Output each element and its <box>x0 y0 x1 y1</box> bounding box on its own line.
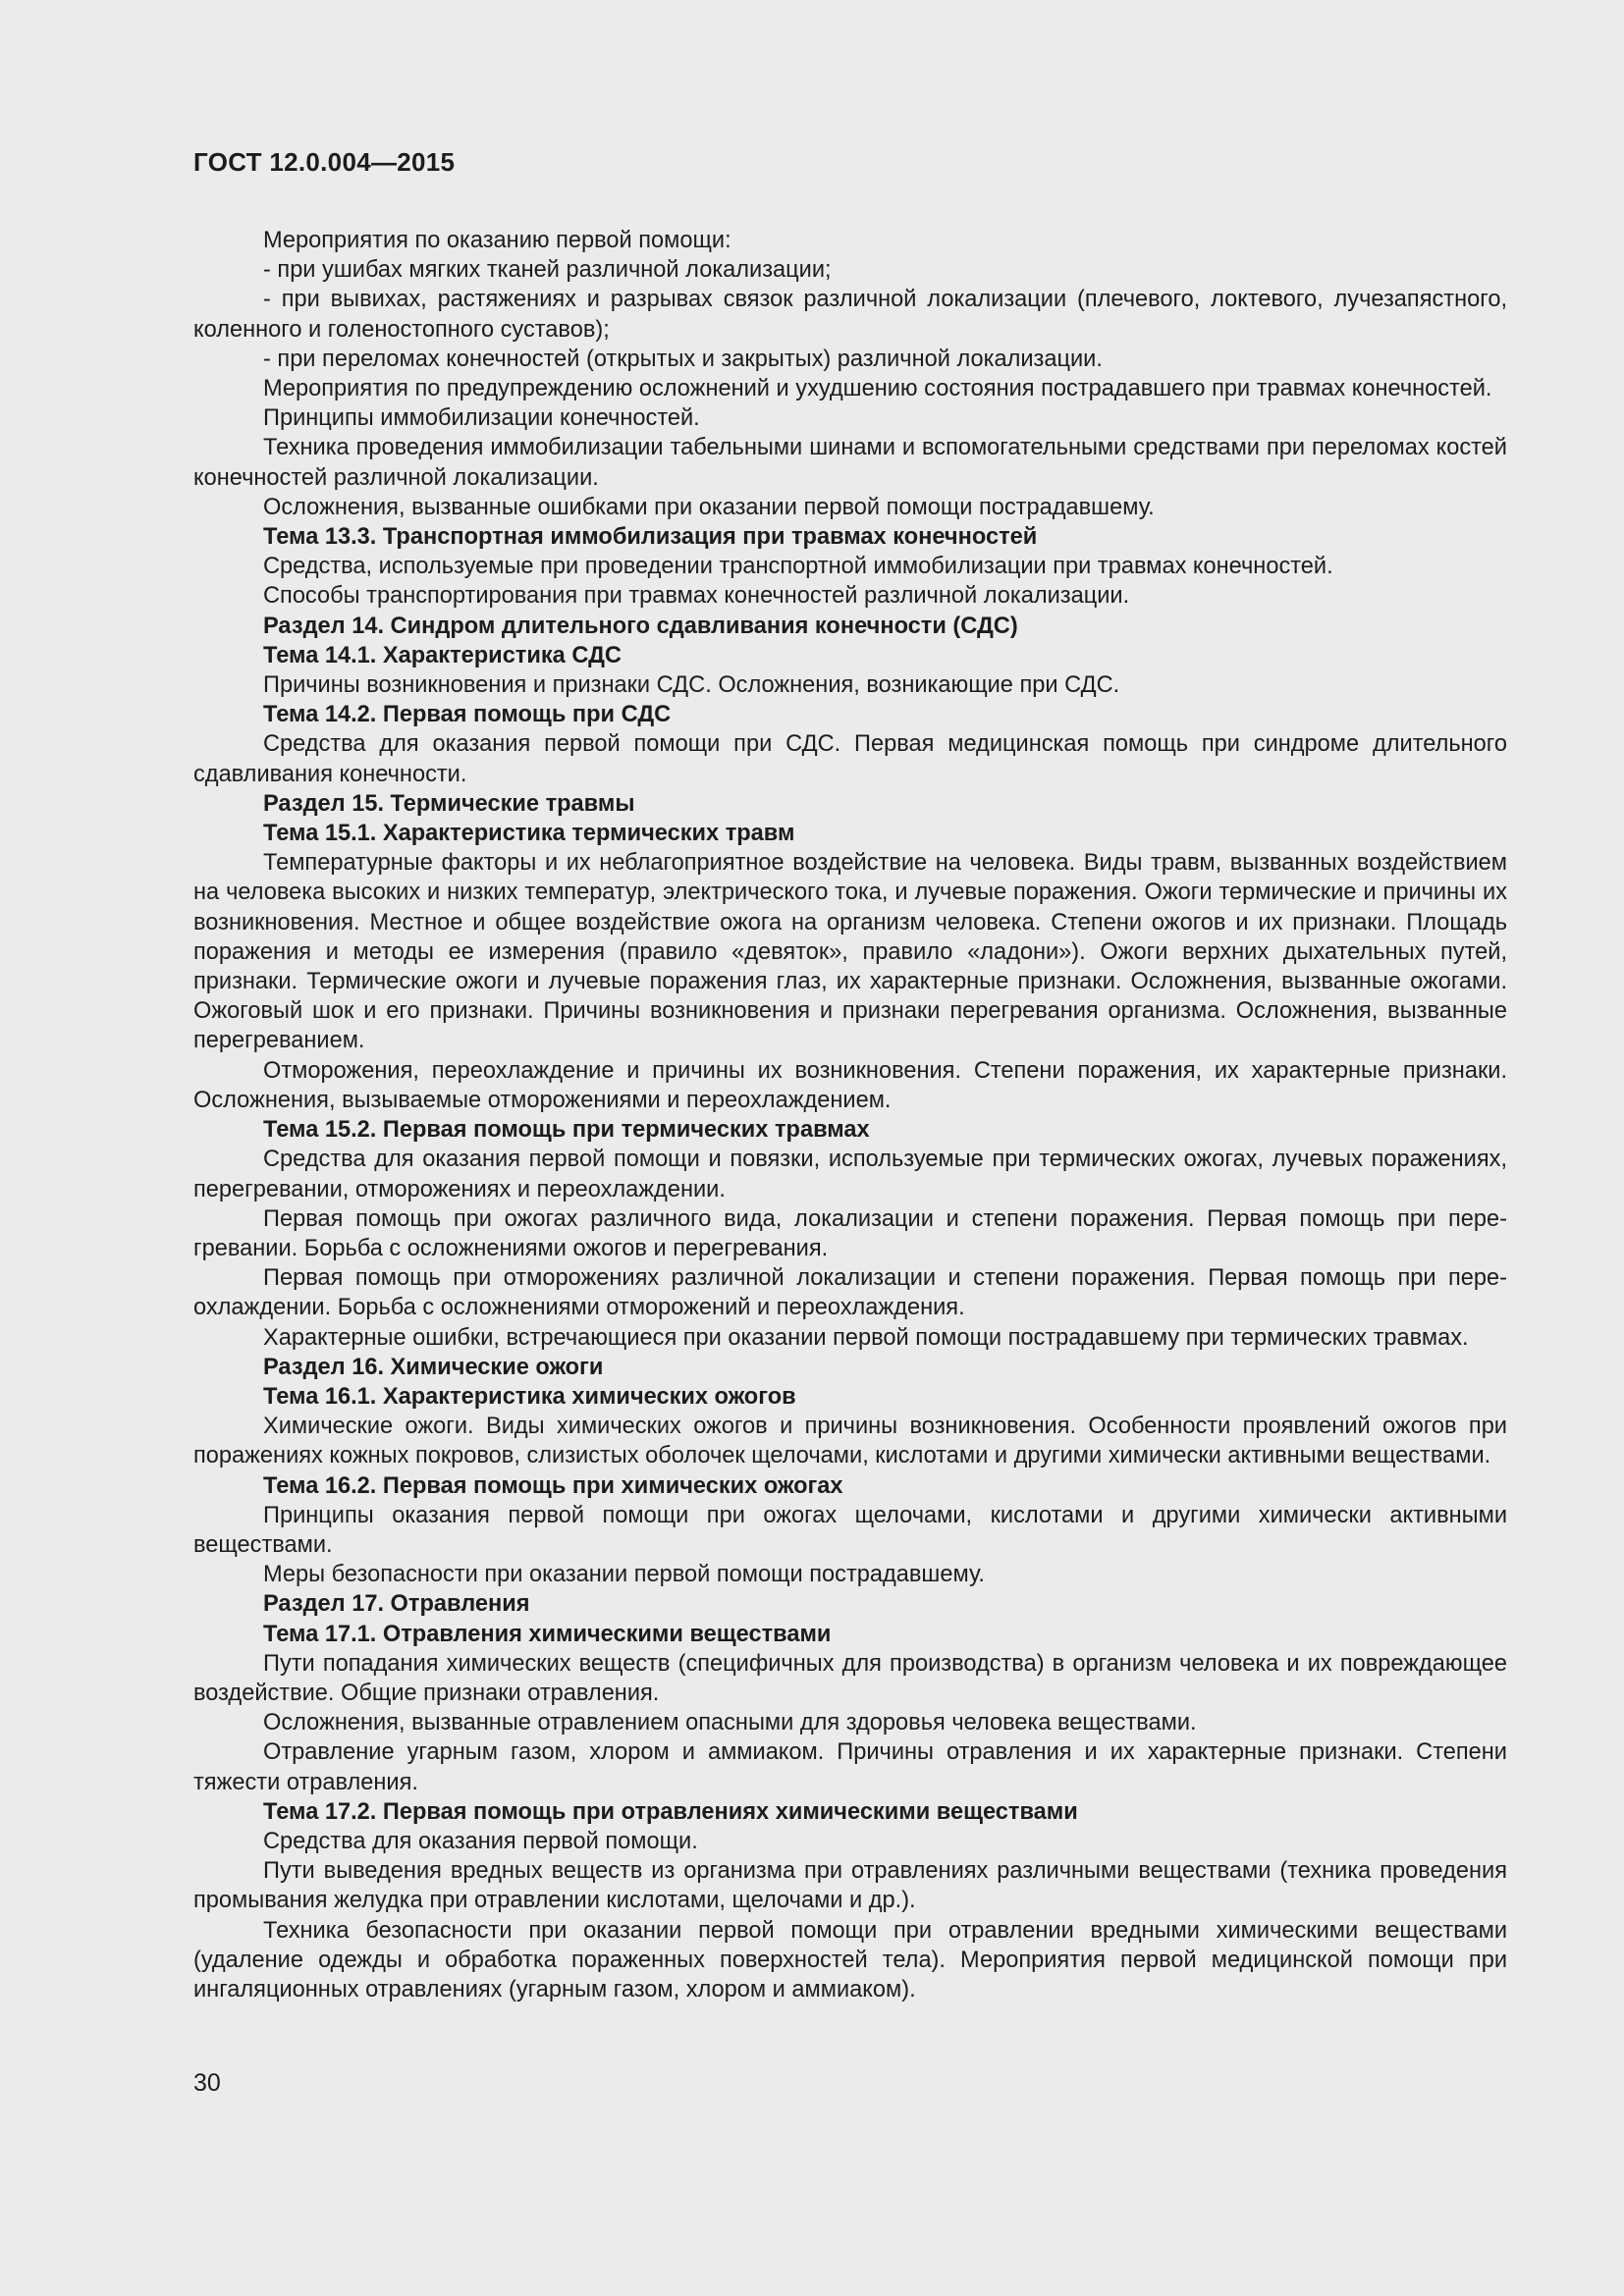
topic-heading: Тема 17.1. Отравления химическими веществами <box>263 1621 832 1647</box>
document-body <box>193 226 1507 2004</box>
list-item: - при ушибах мягких тканей различной локализации; <box>263 257 832 284</box>
paragraph: Способы транспортирования при травмах конечностей различной локализации. <box>263 583 1130 610</box>
paragraph: Принципы иммобилизации конечностей. <box>263 405 700 432</box>
list-item: - при вывихах, растяжениях и разрывах связок различной локализации (плечевого, локтевого, лучезапястного, коленного и голеностопного суставов); <box>193 287 1507 343</box>
topic-heading: Тема 16.1. Характеристика химических ожогов <box>263 1383 796 1410</box>
paragraph: Химические ожоги. Виды химических ожогов и причины возникновения. Особенности проявлений ожогов при поражениях кожных покровов, слизистых оболочек щелочами, кислотами и другими химически активными веществами. <box>193 1414 1507 1469</box>
paragraph: Меры безопасности при оказании первой помощи пострадавшему. <box>263 1562 985 1588</box>
paragraph: Характерные ошибки, встречающиеся при оказании первой помощи пострадавшему при термических травмах. <box>263 1324 1469 1351</box>
section-heading: Раздел 15. Термические травмы <box>263 790 635 817</box>
section-heading: Раздел 17. Отравления <box>263 1591 530 1618</box>
paragraph: Средства для оказания первой помощи. <box>263 1828 698 1854</box>
paragraph: Причины возникновения и признаки СДС. Осложнения, возникающие при СДС. <box>263 672 1120 699</box>
paragraph: Первая помощь при ожогах различного вида, локализации и степени поражения. Первая помощь при перегревании. Борьба с осложнениями ожогов и перегревания. <box>193 1205 1507 1261</box>
topic-heading: Тема 15.1. Характеристика термических травм <box>263 821 795 847</box>
topic-heading: Тема 14.2. Первая помощь при СДС <box>263 702 672 728</box>
paragraph: Принципы оказания первой помощи при ожогах щелочами, кислотами и другими химически активными веществами. <box>193 1502 1507 1558</box>
paragraph: Температурные факторы и их неблагоприятное воздействие на человека. Виды травм, вызванных воздействием на человека высоких и низких температур, электрического тока, и лучевые поражения. Ожоги термические и причины их возникновения. Местное и общее воздействие ожога на организм человека. Степени ожогов и их признаки. Площадь поражения и методы ее измерения (правило «девяток», правило «ладони»). Ожоги верхних дыхательных путей, признаки. Термические ожоги и лучевые поражения глаз, их характерные признаки. Осложнения, вызванные ожогами. Ожоговый шок и его признаки. Причины возникновения и признаки перегревания организма. Осложнения, вызванные перегреванием. <box>193 850 1507 1054</box>
section-heading: Раздел 16. Химические ожоги <box>263 1354 604 1380</box>
topic-heading: Тема 16.2. Первая помощь при химических ожогах <box>263 1472 843 1499</box>
page-number: 30 <box>193 2069 221 2097</box>
section-heading: Раздел 14. Синдром длительного сдавливания конечности (СДС) <box>263 613 1018 639</box>
paragraph: Техника проведения иммобилизации табельными шинами и вспомогательными средствами при переломах костей конечностей различной локализации. <box>193 435 1507 491</box>
topic-heading: Тема 13.3. Транспортная иммобилизация при травмах конечностей <box>263 524 1038 551</box>
topic-heading: Тема 14.1. Характеристика СДС <box>263 642 622 668</box>
paragraph: Первая помощь при отморожениях различной локализации и степени поражения. Первая помощь при переохлаждении. Борьба с осложнениями отморожений и переохлаждения. <box>193 1265 1507 1321</box>
paragraph: Мероприятия по оказанию первой помощи: <box>263 228 731 253</box>
topic-heading: Тема 17.2. Первая помощь при отравлениях химическими веществами <box>263 1798 1078 1825</box>
paragraph: Техника безопасности при оказании первой помощи при отравлении вредными химическими веществами (удаление одежды и обработка пораженных поверхностей тела). Мероприятия первой медицинской помощи при ингаляционных отравлениях (угарным газом, хлором и аммиаком). <box>193 1917 1507 2002</box>
paragraph: Отморожения, переохлаждение и причины их возникновения. Степени поражения, их характерные признаки. Осложнения, вызываемые отморожениями и переохлаждением. <box>193 1057 1507 1113</box>
paragraph: Пути попадания химических веществ (специфичных для производства) в организм человека и их повреждающее воздействие. Общие признаки отравления. <box>193 1650 1507 1706</box>
paragraph: Осложнения, вызванные отравлением опасными для здоровья человека веществами. <box>263 1710 1197 1736</box>
paragraph: Осложнения, вызванные ошибками при оказании первой помощи пострадавшему. <box>263 494 1155 520</box>
paragraph: Средства для оказания первой помощи при СДС. Первая медицинская помощь при синдроме длительного сдавливания конечности. <box>193 731 1507 787</box>
paragraph: Пути выведения вредных веществ из организма при отравлениях различными веществами (техника проведения промывания желудка при отравлении кислотами, щелочами и др.). <box>193 1858 1507 1914</box>
paragraph: Средства для оказания первой помощи и повязки, используемые при термических ожогах, лучевых поражениях, перегревании, отморожениях и переохлаждении. <box>193 1147 1507 1202</box>
paragraph: Средства, используемые при проведении транспортной иммобилизации при травмах конечностей. <box>263 554 1333 580</box>
topic-heading: Тема 15.2. Первая помощь при термических травмах <box>263 1117 870 1144</box>
document-code-header: ГОСТ 12.0.004—2015 <box>193 147 456 177</box>
list-item: - при переломах конечностей (открытых и закрытых) различной локализации. <box>263 346 1103 372</box>
paragraph: Мероприятия по предупреждению осложнений и ухудшению состояния пострадавшего при травмах конечностей. <box>263 376 1492 402</box>
paragraph: Отравление угарным газом, хлором и аммиаком. Причины отравления и их характерные признаки. Степени тяжести отравления. <box>193 1739 1507 1795</box>
